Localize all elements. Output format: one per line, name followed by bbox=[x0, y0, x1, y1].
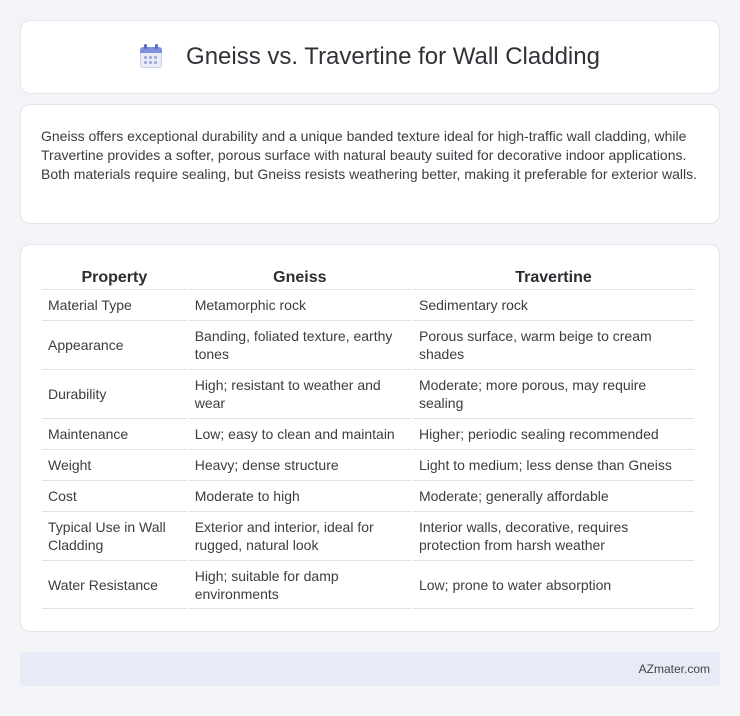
table-row bbox=[42, 418, 694, 449]
table-cell-gneiss: Low; easy to clean and maintain bbox=[189, 418, 411, 449]
table-cell-property: Material Type bbox=[42, 289, 187, 320]
table-cell-travertine: Interior walls, decorative, requires protection from harsh weather bbox=[413, 511, 694, 560]
table-cell-travertine: Moderate; generally affordable bbox=[413, 480, 694, 511]
table-cell-gneiss: High; suitable for damp environments bbox=[189, 560, 411, 609]
table-row bbox=[42, 511, 694, 560]
table-cell-travertine: Light to medium; less dense than Gneiss bbox=[413, 449, 694, 480]
table-cell-property: Cost bbox=[42, 480, 187, 511]
summary-text: Gneiss offers exceptional durability and a unique banded texture ideal for high-traffic wall cladding, while Travertine provides a softer, porous surface with natural beauty suited for decorative indoor applications. Both materials require sealing, but Gneiss resists weathering better, making it preferable for exterior walls. bbox=[41, 128, 697, 182]
table-row bbox=[42, 369, 694, 418]
table-row bbox=[42, 480, 694, 511]
table-cell-gneiss: Banding, foliated texture, earthy tones bbox=[189, 320, 411, 369]
title-card bbox=[20, 20, 720, 94]
table-cell-property: Appearance bbox=[42, 320, 187, 369]
comparison-table bbox=[40, 263, 696, 609]
table-cell-property: Weight bbox=[42, 449, 187, 480]
column-header-travertine: Travertine bbox=[515, 269, 592, 286]
table-cell-property: Maintenance bbox=[42, 418, 187, 449]
summary-card bbox=[20, 104, 720, 224]
column-header-property: Property bbox=[81, 269, 148, 286]
column-header-gneiss: Gneiss bbox=[273, 269, 327, 286]
footer-brand: AZmater.com bbox=[638, 662, 710, 676]
table-cell-travertine: Low; prone to water absorption bbox=[413, 560, 694, 609]
table-header-row bbox=[42, 263, 694, 289]
table-row bbox=[42, 320, 694, 369]
table-cell-property: Water Resistance bbox=[42, 560, 187, 609]
comparison-table-card bbox=[20, 244, 720, 632]
calendar-icon bbox=[140, 46, 162, 68]
table-cell-gneiss: Metamorphic rock bbox=[189, 289, 411, 320]
table-cell-gneiss: Heavy; dense structure bbox=[189, 449, 411, 480]
table-row bbox=[42, 289, 694, 320]
table-row bbox=[42, 449, 694, 480]
table-cell-property: Durability bbox=[42, 369, 187, 418]
footer bbox=[20, 652, 720, 686]
table-cell-gneiss: Moderate to high bbox=[189, 480, 411, 511]
table-cell-gneiss: Exterior and interior, ideal for rugged, natural look bbox=[189, 511, 411, 560]
table-row bbox=[42, 560, 694, 609]
page-title: Gneiss vs. Travertine for Wall Cladding bbox=[186, 43, 600, 70]
table-cell-travertine: Sedimentary rock bbox=[413, 289, 694, 320]
table-cell-property: Typical Use in Wall Cladding bbox=[42, 511, 187, 560]
table-cell-travertine: Porous surface, warm beige to cream shades bbox=[413, 320, 694, 369]
table-cell-gneiss: High; resistant to weather and wear bbox=[189, 369, 411, 418]
table-cell-travertine: Moderate; more porous, may require sealing bbox=[413, 369, 694, 418]
table-cell-travertine: Higher; periodic sealing recommended bbox=[413, 418, 694, 449]
